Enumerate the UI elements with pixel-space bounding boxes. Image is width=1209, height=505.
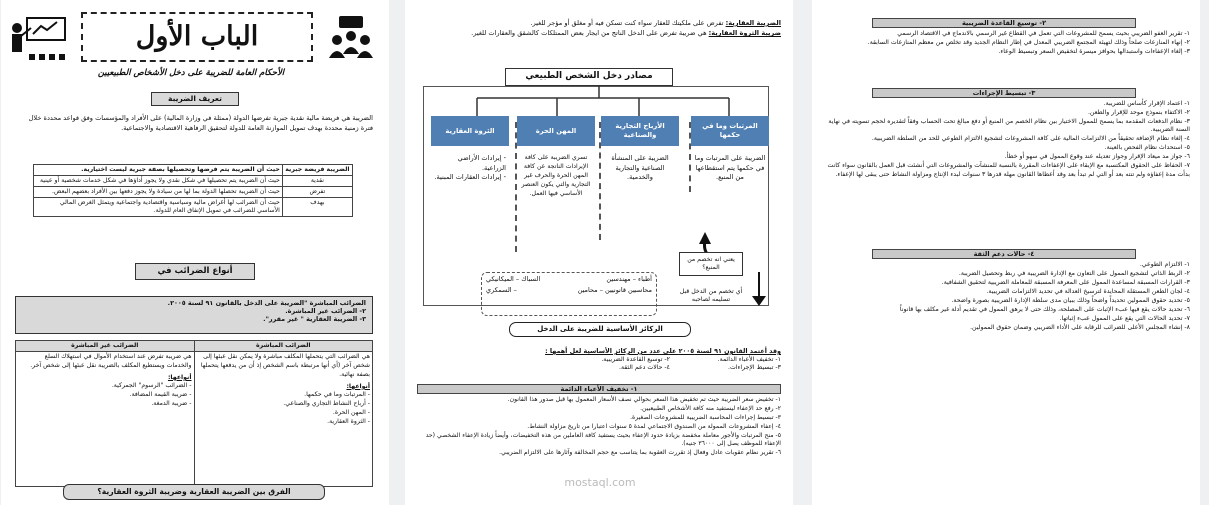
document-page-1 <box>1 0 389 505</box>
pillar-item: ٢- توسيع القاعدة الضريبية. <box>601 356 670 363</box>
definition-explanation: حيث أن الضريبة يتم تحصيلها في شكل نقدي ولا يجوز أداؤها في شكل خدمات شخصية أو عينية <box>34 175 283 186</box>
source-desc: تسري الضريبة على كافة الإيرادات الناتجة عن كافة المهن الحرة والحرف غير التجارية والتي يكون العنصر الأساسي فيها العمل. <box>521 154 591 197</box>
top-definitions <box>417 18 781 38</box>
prof-examples: محاسبين قانونيين – محامين <box>577 286 652 295</box>
prof-examples: أطباء – مهندسين <box>606 275 652 283</box>
indirect-type-item: - ضريبة القيمة المضافة. <box>129 390 192 398</box>
indirect-header: الضرائب غير المباشرة <box>16 341 195 352</box>
base-list <box>820 30 1190 57</box>
indirect-type-item: - ضريبة الدمغة. <box>151 399 192 407</box>
definition-term: بهدف <box>282 197 352 216</box>
pillar-item: ٣- تبسيط الإجراءات. <box>728 363 781 371</box>
definition-row <box>34 165 353 176</box>
base-item: ٢- إنهاء المنازعات صلحاً وذلك لتهيئة المجتمع الضريبي المعدل في إطار النظام الجديد وقد تخلص من معظم المنازعات السابقة. <box>867 39 1190 47</box>
indirect-types-list <box>18 382 192 408</box>
direct-header: الضرائب المباشرة <box>194 341 373 352</box>
definition-line: الضريبة العقارية: تفرض على ملكيتك للعقار سواء كنت تسكن فيه أو مغلق أو مؤجر للغير. <box>530 19 781 27</box>
definition-row <box>34 175 353 186</box>
document-page-3 <box>812 0 1200 505</box>
direct-type-item: - المهن الحرة. <box>332 408 370 416</box>
source-label: المرتبات وما في حكمها <box>691 116 769 146</box>
direct-types-label: أنواعها: <box>346 382 370 390</box>
definition-explanation: حيث أن الضريبة تحصلها الدولة بما لها من سيادة ولا يجوز دفعها بين الأفراد بعضهم البعض. <box>34 186 283 197</box>
indirect-text: هي ضريبة تفرض عند استخدام الأموال في استهلاك السلع والخدمات ويستطيع المكلف بالضريبة نقل عبئها إلى شخص آخر. <box>30 352 192 369</box>
definition-term: نقدية <box>282 175 352 186</box>
pillars-list <box>565 356 781 372</box>
trust-list <box>820 261 1190 334</box>
burden-item: ٣- تبسيط إجراءات المحاسبة الضريبية للمشروعات الصغيرة. <box>630 414 781 422</box>
prof-examples-box <box>481 272 657 316</box>
direct-cell <box>194 351 373 486</box>
definition-term: الضريبة فريضة جبرية <box>282 165 352 176</box>
prof-examples: السباك – الميكانيكي <box>486 275 541 283</box>
definition-row <box>34 186 353 197</box>
trust-item: ٧- تحديد الحالات التي يقع على الممول عبء إثباتها. <box>1059 315 1190 323</box>
simplify-item: ١- اعتماد الإقرار كأساس للضريبة. <box>1103 100 1190 107</box>
indirect-types-label: أنواعها: <box>167 373 192 381</box>
burden-heading: ١- تخفيف الأعباء الدائمة <box>417 384 781 394</box>
trust-heading: ٤- حالات دعم الثقة <box>872 249 1136 259</box>
simplify-item: ٦- جواز مد ميعاد الإقرار وجواز تعديله عند وقوع الممول في سهو أو خطأ. <box>1004 153 1190 161</box>
burden-item: ٥- منح المرتبات والأجور معاملة مخفضة بزيادة حدود الإعفاء بحيث يستفيد كافة العاملين من هذه التخفيضات، وأيضاً زيادة الإعفاء الشخصي (حد الإعفاء للموظف يصل إلى ٣٦٠٠٠ جنيه). <box>425 432 781 448</box>
burden-item: ٤- إعفاء المشروعات الممولة من الصندوق الاجتماعي لمدة ٥ سنوات اعتبارا من تاريخ مزاولة النشاط. <box>527 423 781 431</box>
base-heading: ٢- توسيع القاعدة الضريبية <box>872 18 1136 28</box>
prof-examples: – السمكري <box>486 286 517 295</box>
definition-heading: تعريف الضريبة <box>151 92 239 106</box>
simplify-list <box>820 100 1190 180</box>
simplify-heading: ٣- تبسيط الإجراءات <box>872 88 1136 98</box>
divider <box>515 122 517 252</box>
types-intro-line: ٣- الضريبة العقارية " غير مقرر". <box>263 315 366 324</box>
pillars-intro: وقد أعتمد القانون ٩١ لسنة ٢٠٠٥ على عدد من الركائز الأساسية لعل أهمها : <box>545 347 781 355</box>
simplify-item: ٣- نظام الدفعات المقدمة بما يسمح للممول الاختيار بين نظام الخصم من المنبع أو دفع مبالغ تحت الحساب وفقاً لتقديره لحجم تسويته في نهاية السنة الضريبية. <box>828 118 1190 134</box>
source-desc: الضريبة على المنشأة الصناعية والتجارية والخدمية. <box>611 154 669 182</box>
burden-item: ٦- تقرير نظام عقوبات عادل وفعال إذ تقررت العقوبة بما يتناسب مع حجم المخالفة وآثارها على الالتزام الضريبي. <box>499 449 781 457</box>
source-label: الثروة العقارية <box>431 116 509 146</box>
types-heading: أنواع الضرائب في <box>135 263 255 280</box>
simplify-item: ٧- الحفاظ على الحقوق المكتسبة مع الإبقاء على الإعفاءات المقررة بالنسبة للمنشآت والمشروعات التي أنشئت قبل العمل بالقانون سواء كانت بدأت مدة إعفاؤه ولم تنته بعد أو التي لم تبدأ بعد وقد أعطاها القانون مهلة قدرها ٣ سنوات لبدء الإنتاج ومزاولة النشاط حتى يبقى لها الإعفاء. <box>827 162 1190 178</box>
burden-list <box>417 396 781 458</box>
divider <box>599 122 601 240</box>
simplify-item: ٤- إلغاء نظام الإضافة تحقيقاً من الالتزامات المالية على كافة المشروعات لتشجيع الالتزام الطوعي للحد من السلطة الضريبية. <box>871 135 1190 143</box>
note-box: يعني انه تخصم من المنبع؟ <box>679 252 743 276</box>
trust-item: ٦- تحديد حالات يقع فيها عبء الإثبات على المصلحة، وذلك حتى لا يرهق الممول في تقديم أدلة غير مكلف بها قانوناً <box>899 306 1190 314</box>
trust-item: ٥- تحديد حقوق الممولين تحديداً واضحاً وذلك ببيان مدى سلطة الإدارة الضريبية بصورة واضحة. <box>951 297 1190 305</box>
diagram-title: مصادر دخل الشخص الطبيعي <box>505 68 673 86</box>
source-professions[interactable] <box>517 116 595 199</box>
down-arrow-icon <box>749 270 769 310</box>
pillar-item: ١- تخفيف الأعباء الدائمة. <box>717 356 781 363</box>
indirect-type-item: - الضرائب "الرسوم" الجمركية. <box>111 381 192 389</box>
indirect-cell <box>16 351 195 486</box>
definition-term: تفرض <box>282 186 352 197</box>
teacher-icon <box>5 14 69 62</box>
types-table <box>15 340 373 487</box>
divider <box>689 122 691 192</box>
trust-item: ١- الالتزام الطوعي. <box>1139 261 1190 268</box>
direct-type-item: - أرباح النشاط التجاري والصناعي. <box>283 399 370 407</box>
burden-item: ١- تخفيض سعر الضريبة حيث تم تخفيض هذا السعر بحوالي نصف الأسعار المعمول بها قبل صدور هذا القانون. <box>507 396 781 403</box>
chapter-subtitle: الأحكام العامة للضريبة على دخل الأشخاص الطبيعيين <box>97 68 285 78</box>
definition-row <box>34 197 353 216</box>
burden-item: ٢- رفع حد الإعفاء ليستفيد منه كافة الأشخاص الطبيعيين. <box>640 405 781 413</box>
source-label: الأرباح التجارية والصناعية <box>601 116 679 146</box>
types-intro-box <box>15 296 373 334</box>
trust-item: ٨- إنشاء المجلس الأعلى للضرائب للرقابة على الأداء الضريبي وضمان حقوق الممولين. <box>970 324 1190 332</box>
chapter-title-banner <box>81 12 313 62</box>
types-intro-line: الضرائب المباشرة "الضريبة على الدخل بالقانون ٩١ لسنة ٢٠٠٥. <box>167 299 366 307</box>
chapter-title: الباب الأول <box>135 20 259 52</box>
audience-icon <box>323 14 379 62</box>
base-item: ٣- إلغاء الإعفاءات واستبدالها بحوافز ميسرة لتخفيض السعر وتبسيط الوعاء. <box>998 48 1190 56</box>
source-desc: - إيرادات الأراضي الزراعية. - إيرادات العقارات المبنية. <box>434 154 506 182</box>
direct-type-item: - الثروة العقارية. <box>327 417 370 425</box>
direct-text: هي الضرائب التي يتحملها المكلف مباشرة ولا يمكن نقل عبئها إلى شخص آخر (أي أنها مرتبطة باسم الشخص إذ أن من يدفعها يتحملها بصفة نهائية. <box>200 352 370 378</box>
trust-item: ٢- الربط الذاتي لتشجيع الممول على التعاون مع الإدارة الضريبية في ربط وتحصيل الضريبة. <box>958 270 1190 278</box>
source-realestate[interactable] <box>431 116 509 183</box>
bottom-question: الفرق بين الضريبة العقارية وضريبة الثروة العقارية؟ <box>63 484 325 500</box>
definition-table <box>33 164 353 217</box>
definition-explanation: حيث أن الضريبة يتم فرضها وتحصيلها بصفة جبرية ليست اختيارية. <box>34 165 283 176</box>
source-desc: الضريبة على المرتبات وما في حكمها يتم استقطاعها من المنبع. <box>694 154 766 182</box>
trust-item: ٤- لجان الطعن المستقلة المحايدة لترسيخ العدالة في تحديد الالتزامات الضريبية. <box>986 288 1190 296</box>
source-commercial[interactable] <box>601 116 679 183</box>
document-page-2 <box>405 0 793 505</box>
direct-types-list <box>197 391 371 426</box>
watermark: mostaql.com <box>564 476 636 489</box>
direct-type-item: - المرتبات وما في حكمها. <box>304 390 370 398</box>
simplify-item: ٢- الاكتفاء بنموذج موحد للإقرار والطعن. <box>1087 109 1190 117</box>
pillar-item: ٤- حالات دعم الثقة. <box>619 363 670 371</box>
source-label: المهن الحرة <box>517 116 595 146</box>
simplify-item: ٥- استحداث نظام الفحص بالعينة. <box>1104 144 1190 152</box>
note-arrow-text: أي تخصم من الدخل قبل تسليمه لصاحبه <box>679 288 743 303</box>
definition-explanation: حيث أن الضرائب لها أغراض مالية وسياسية واقتصادية واجتماعية ويتمثل الغرض المالي الأساسي للضرائب في تمويل الإنفاق العام للدولة. <box>34 197 283 216</box>
definition-text: الضريبة هي فريضة مالية نقدية جبرية تفرضها الدولة (ممثلة في وزارة المالية) على الأفراد والمؤسسات وفق قواعد محددة خلال فترة زمنية محددة بهدف تمويل الموازنة العامة للدولة لتحقيق الرفاهية الاقتصادية والاجتماعية. <box>28 114 373 133</box>
trust-item: ٣- القرارات المسبقة لمساعدة الممول على المعرفة المسبقة للمعاملة الضريبية لتحقيق الشفافية. <box>941 279 1190 287</box>
source-salaries[interactable] <box>691 116 769 183</box>
pillars-title: الركائز الأساسية للضريبة على الدخل <box>509 322 691 337</box>
base-item: ١- تقرير العفو الضريبي بحيث يسمح للمشروعات التي تعمل في القطاع غير الرسمي بالاندماج في الاقتصاد الرسمي <box>897 30 1190 37</box>
definition-line: ضريبة الثروة العقارية: هي ضريبة تفرض على الدخل الناتج من ايجار بعض الممتلكات كالشقق والعقارات للغير. <box>471 29 781 38</box>
types-intro-line: ٢- الضرائب غير المباشرة. <box>285 307 366 316</box>
